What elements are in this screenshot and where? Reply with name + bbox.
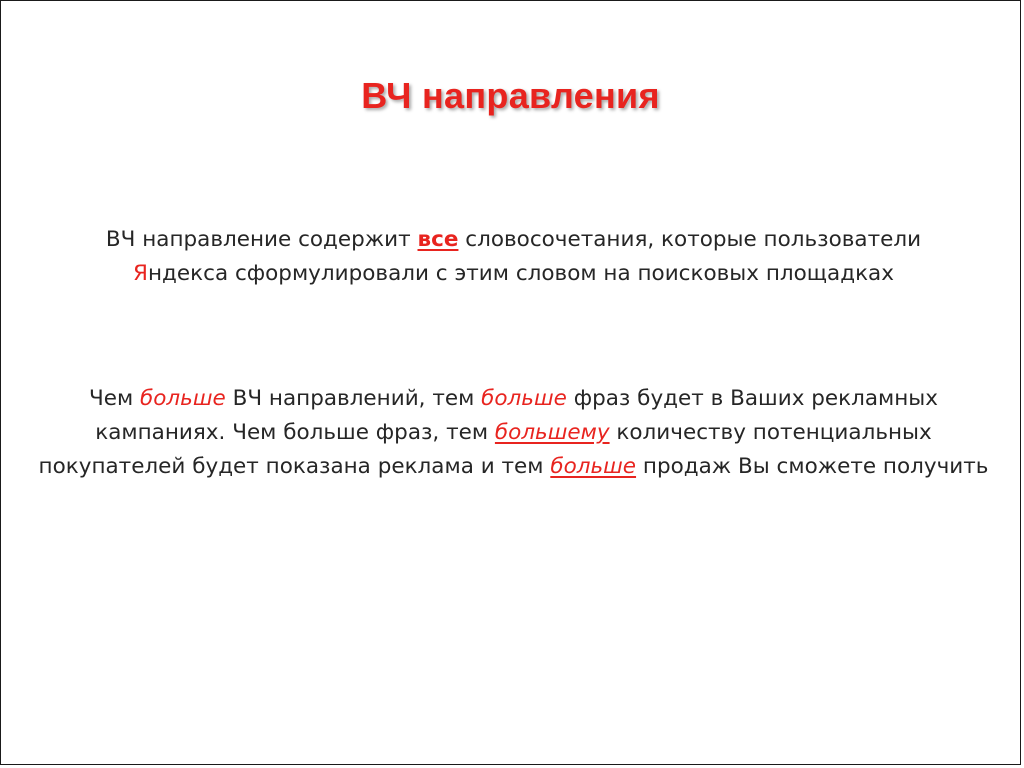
- text-segment: Чем: [88, 386, 141, 411]
- text-segment: ВЧ направлений, тем: [225, 386, 482, 411]
- emphasis-more: больше: [481, 386, 567, 411]
- text-segment: продаж Вы сможете получить: [636, 454, 989, 479]
- paragraph-definition: [21, 223, 1006, 291]
- text-segment: ндекса сформулировали с этим словом на поисковых площадках: [147, 261, 894, 286]
- text-segment: количеству потенциальных покупателей будет показана реклама и тем: [38, 420, 932, 479]
- text-segment: ВЧ направление содержит: [105, 227, 418, 252]
- paragraph-benefits: [21, 382, 1006, 484]
- emphasis-more: больше: [550, 454, 637, 479]
- emphasis-all: все: [417, 227, 459, 252]
- text-segment: фраз будет в Ваших рекламных кампаниях. Чем больше фраз, тем: [95, 386, 939, 445]
- emphasis-more: больше: [140, 386, 226, 411]
- text-segment: словосочетания, которые пользователи: [458, 227, 922, 252]
- emphasis-larger: большему: [494, 420, 610, 445]
- emphasis-letter: Я: [133, 261, 148, 286]
- slide-title: ВЧ направления: [361, 75, 660, 116]
